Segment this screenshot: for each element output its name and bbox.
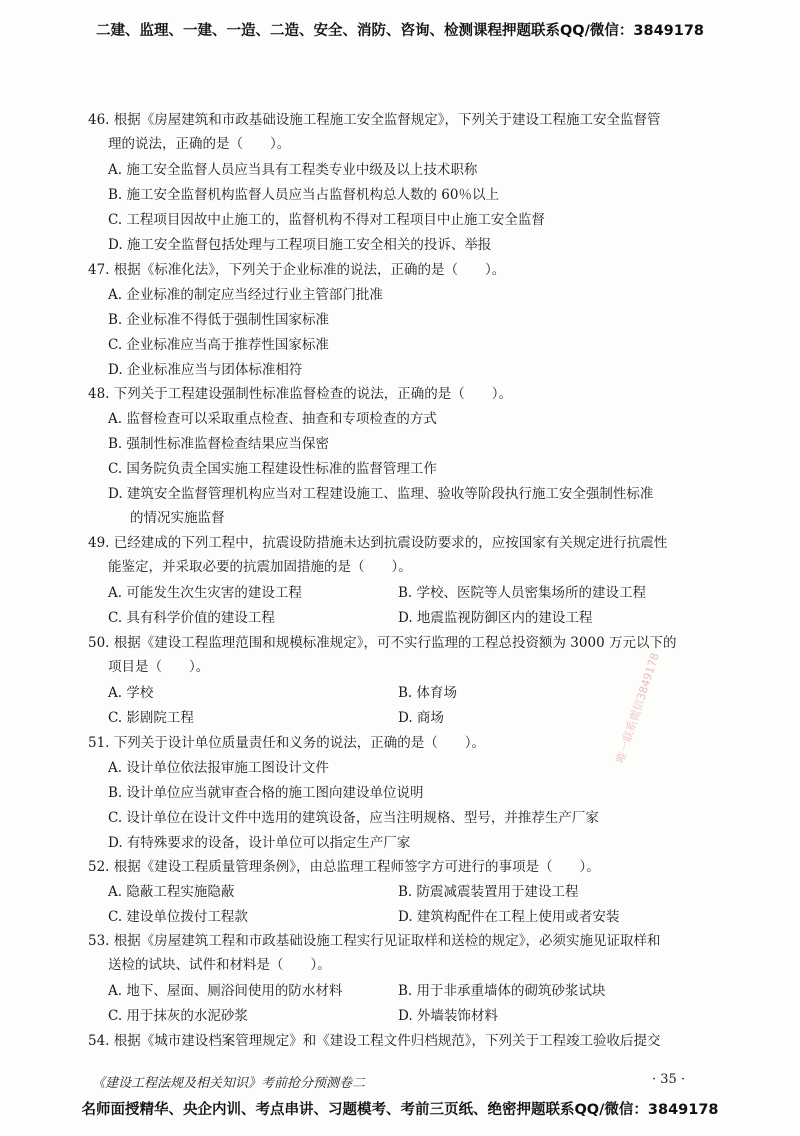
question-53-stem-line-2: 送检的试块、试件和材料是（ ）。 xyxy=(108,957,331,973)
question-53-stem-line-1: 53. 根据《房屋建筑工程和市政基础设施工程实行见证取样和送检的规定》，必须实施见证取样和 xyxy=(88,933,661,949)
top-advert-banner: 二建、监理、一建、一造、二造、安全、消防、咨询、检测课程押题联系QQ/微信：3849178 xyxy=(95,23,705,39)
question-47-option-c: C. 企业标准应当高于推荐性国家标准 xyxy=(108,337,329,353)
question-48-option-c: C. 国务院负责全国实施工程建设性标准的监督管理工作 xyxy=(108,461,437,477)
question-51-option-a: A. 设计单位依法报审施工图设计文件 xyxy=(108,760,329,776)
question-48-option-b: B. 强制性标准监督检查结果应当保密 xyxy=(108,436,330,452)
question-52-option-a: A. 隐蔽工程实施隐蔽 xyxy=(108,884,235,900)
question-53-option-c: C. 用于抹灰的水泥砂浆 xyxy=(108,1008,248,1024)
question-48-option-a: A. 监督检查可以采取重点检查、抽查和专项检查的方式 xyxy=(108,411,437,427)
question-52-option-b: B. 防震减震装置用于建设工程 xyxy=(398,884,579,900)
question-53-option-d: D. 外墙装饰材料 xyxy=(398,1008,498,1024)
question-46-option-d: D. 施工安全监督包括处理与工程项目施工安全相关的投诉、举报 xyxy=(108,237,492,253)
question-47-option-d: D. 企业标准应当与团体标准相符 xyxy=(108,362,303,378)
question-47-option-a: A. 企业标准的制定应当经过行业主管部门批准 xyxy=(108,287,383,303)
question-50-stem-line-1: 50. 根据《建设工程监理范围和规模标准规定》，可不实行监理的工程总投资额为 3000 万元以下的 xyxy=(88,635,677,651)
question-51-option-b: B. 设计单位应当就审查合格的施工图向建设单位说明 xyxy=(108,785,424,801)
question-46-option-c: C. 工程项目因故中止施工的，监督机构不得对工程项目中止施工安全监督 xyxy=(108,212,545,228)
watermark: 唯一联系微信3849178 xyxy=(613,651,662,765)
question-49-option-c: C. 具有科学价值的建设工程 xyxy=(108,610,275,626)
question-50-option-b: B. 体育场 xyxy=(398,685,458,701)
question-46-stem-line-1: 46. 根据《房屋建筑和市政基础设施工程施工安全监督规定》，下列关于建设工程施工安全监督管 xyxy=(88,112,661,128)
question-48-option-d: D. 建筑安全监督管理机构应当对工程建设施工、监理、验收等阶段执行施工安全强制性标准 xyxy=(108,486,654,502)
question-49-stem-line-1: 49. 已经建成的下列工程中，抗震设防措施未达到抗震设防要求的，应按国家有关规定进行抗震性 xyxy=(88,535,668,551)
question-50-option-c: C. 影剧院工程 xyxy=(108,710,194,726)
bottom-advert-banner: 名师面授精华、央企内训、考点串讲、习题模考、考前三页纸、绝密押题联系QQ/微信：3849178 xyxy=(81,1102,719,1118)
question-49-option-a: A. 可能发生次生灾害的建设工程 xyxy=(108,585,302,601)
question-54-stem: 54. 根据《城市建设档案管理规定》和《建设工程文件归档规范》，下列关于工程竣工验收后提交 xyxy=(88,1033,661,1049)
page-number: · 35 · xyxy=(652,1072,686,1087)
question-50-option-a: A. 学校 xyxy=(108,685,154,701)
question-51-option-d: D. 有特殊要求的设备，设计单位可以指定生产厂家 xyxy=(108,835,411,851)
question-51-option-c: C. 设计单位在设计文件中选用的建筑设备，应当注明规格、型号，并推荐生产厂家 xyxy=(108,810,599,826)
question-53-option-a: A. 地下、屋面、厕浴间使用的防水材料 xyxy=(108,983,343,999)
question-49-option-d: D. 地震监视防御区内的建设工程 xyxy=(398,610,593,626)
question-47-stem: 47. 根据《标准化法》，下列关于企业标准的说法，正确的是（ ）。 xyxy=(88,262,506,278)
question-48-stem: 48. 下列关于工程建设强制性标准监督检查的说法，正确的是（ ）。 xyxy=(88,386,513,402)
question-50-option-d: D. 商场 xyxy=(398,710,444,726)
question-46-option-b: B. 施工安全监督机构监督人员应当占监督机构总人数的 60％以上 xyxy=(108,187,499,203)
question-48-option-d-continuation: 的情况实施监督 xyxy=(130,510,225,526)
question-47-option-b: B. 企业标准不得低于强制性国家标准 xyxy=(108,312,330,328)
question-46-option-a: A. 施工安全监督人员应当具有工程类专业中级及以上技术职称 xyxy=(108,162,478,178)
footer-book-title: 《建设工程法规及相关知识》考前抢分预测卷二 xyxy=(92,1076,366,1091)
question-51-stem: 51. 下列关于设计单位质量责任和义务的说法，正确的是（ ）。 xyxy=(88,735,486,751)
question-50-stem-line-2: 项目是（ ）。 xyxy=(108,659,210,675)
question-49-stem-line-2: 能鉴定，并采取必要的抗震加固措施的是（ ）。 xyxy=(108,559,412,575)
question-52-option-c: C. 建设单位拨付工程款 xyxy=(108,909,248,925)
question-52-option-d: D. 建筑构配件在工程上使用或者安装 xyxy=(398,909,620,925)
question-52-stem: 52. 根据《建设工程质量管理条例》，由总监理工程师签字方可进行的事项是（ ）。 xyxy=(88,859,600,875)
question-49-option-b: B. 学校、医院等人员密集场所的建设工程 xyxy=(398,585,647,601)
question-46-stem-line-2: 理的说法，正确的是（ ）。 xyxy=(108,136,291,152)
question-53-option-b: B. 用于非承重墙体的砌筑砂浆试块 xyxy=(398,983,606,999)
